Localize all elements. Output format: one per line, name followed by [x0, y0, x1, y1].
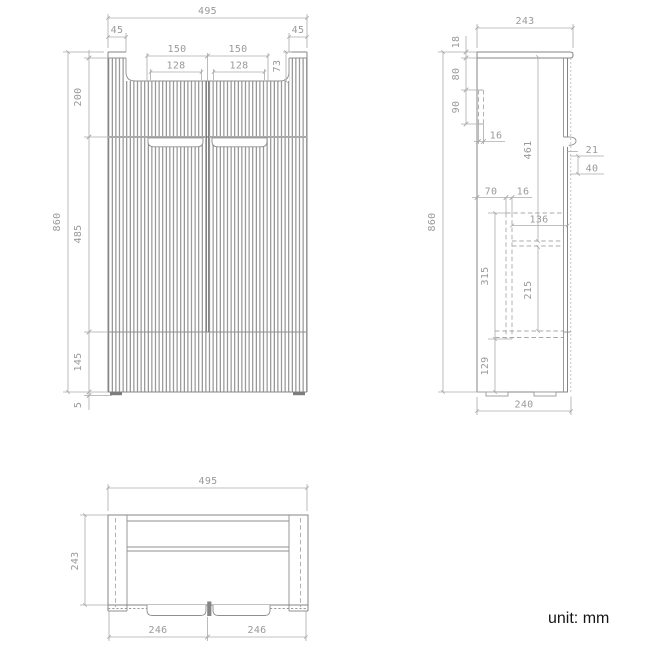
dim-front-recess-depth: 73 — [272, 59, 283, 73]
dim-front-total-width: 495 — [198, 6, 217, 17]
dim-top-width-total: 495 — [198, 476, 218, 487]
dim-side-rail-height: 90 — [451, 100, 462, 114]
dim-front-handle-inner-left: 128 — [166, 60, 186, 72]
dim-side-rail-thickness: 16 — [489, 130, 503, 142]
dim-front-handle-right: 150 — [228, 44, 248, 55]
dim-top-door-right: 246 — [247, 625, 267, 636]
dim-side-door-height: 461 — [523, 140, 534, 160]
dim-front-height-total: 860 — [52, 212, 63, 232]
dim-side-rail-offset: 80 — [451, 67, 462, 81]
top-door-gap — [207, 602, 211, 617]
dim-side-drawer-box-height: 315 — [480, 266, 491, 286]
dim-side-handle-depth: 21 — [585, 145, 599, 156]
dim-side-height-total: 860 — [427, 212, 438, 232]
dim-top-depth-total: 243 — [70, 551, 81, 571]
dim-side-bottom-height: 129 — [480, 356, 491, 376]
dim-side-panel-thickness: 16 — [516, 186, 530, 198]
dim-side-depth-bottom: 240 — [514, 399, 534, 411]
dim-front-section-middle: 485 — [73, 224, 84, 244]
dim-side-handle-height: 40 — [585, 163, 599, 175]
dim-side-inner-height: 215 — [523, 280, 534, 300]
dim-side-gap-back: 70 — [484, 186, 498, 198]
fluted-front-panels — [108, 58, 307, 392]
dim-side-drawer-depth: 136 — [529, 214, 549, 226]
unit-label: unit: mm — [548, 610, 610, 627]
dim-front-side-right: 45 — [291, 25, 305, 36]
dim-side-depth-total: 243 — [515, 16, 535, 27]
dim-front-section-bottom: 145 — [73, 352, 84, 372]
dim-top-door-left: 246 — [148, 625, 168, 636]
dim-front-side-left: 45 — [110, 25, 124, 36]
dim-front-foot-height: 5 — [73, 401, 84, 409]
dim-front-handle-left: 150 — [167, 44, 187, 55]
dim-side-top-thickness: 18 — [451, 35, 462, 49]
dim-front-handle-inner-right: 128 — [229, 60, 249, 72]
dim-front-section-top: 200 — [73, 87, 84, 107]
